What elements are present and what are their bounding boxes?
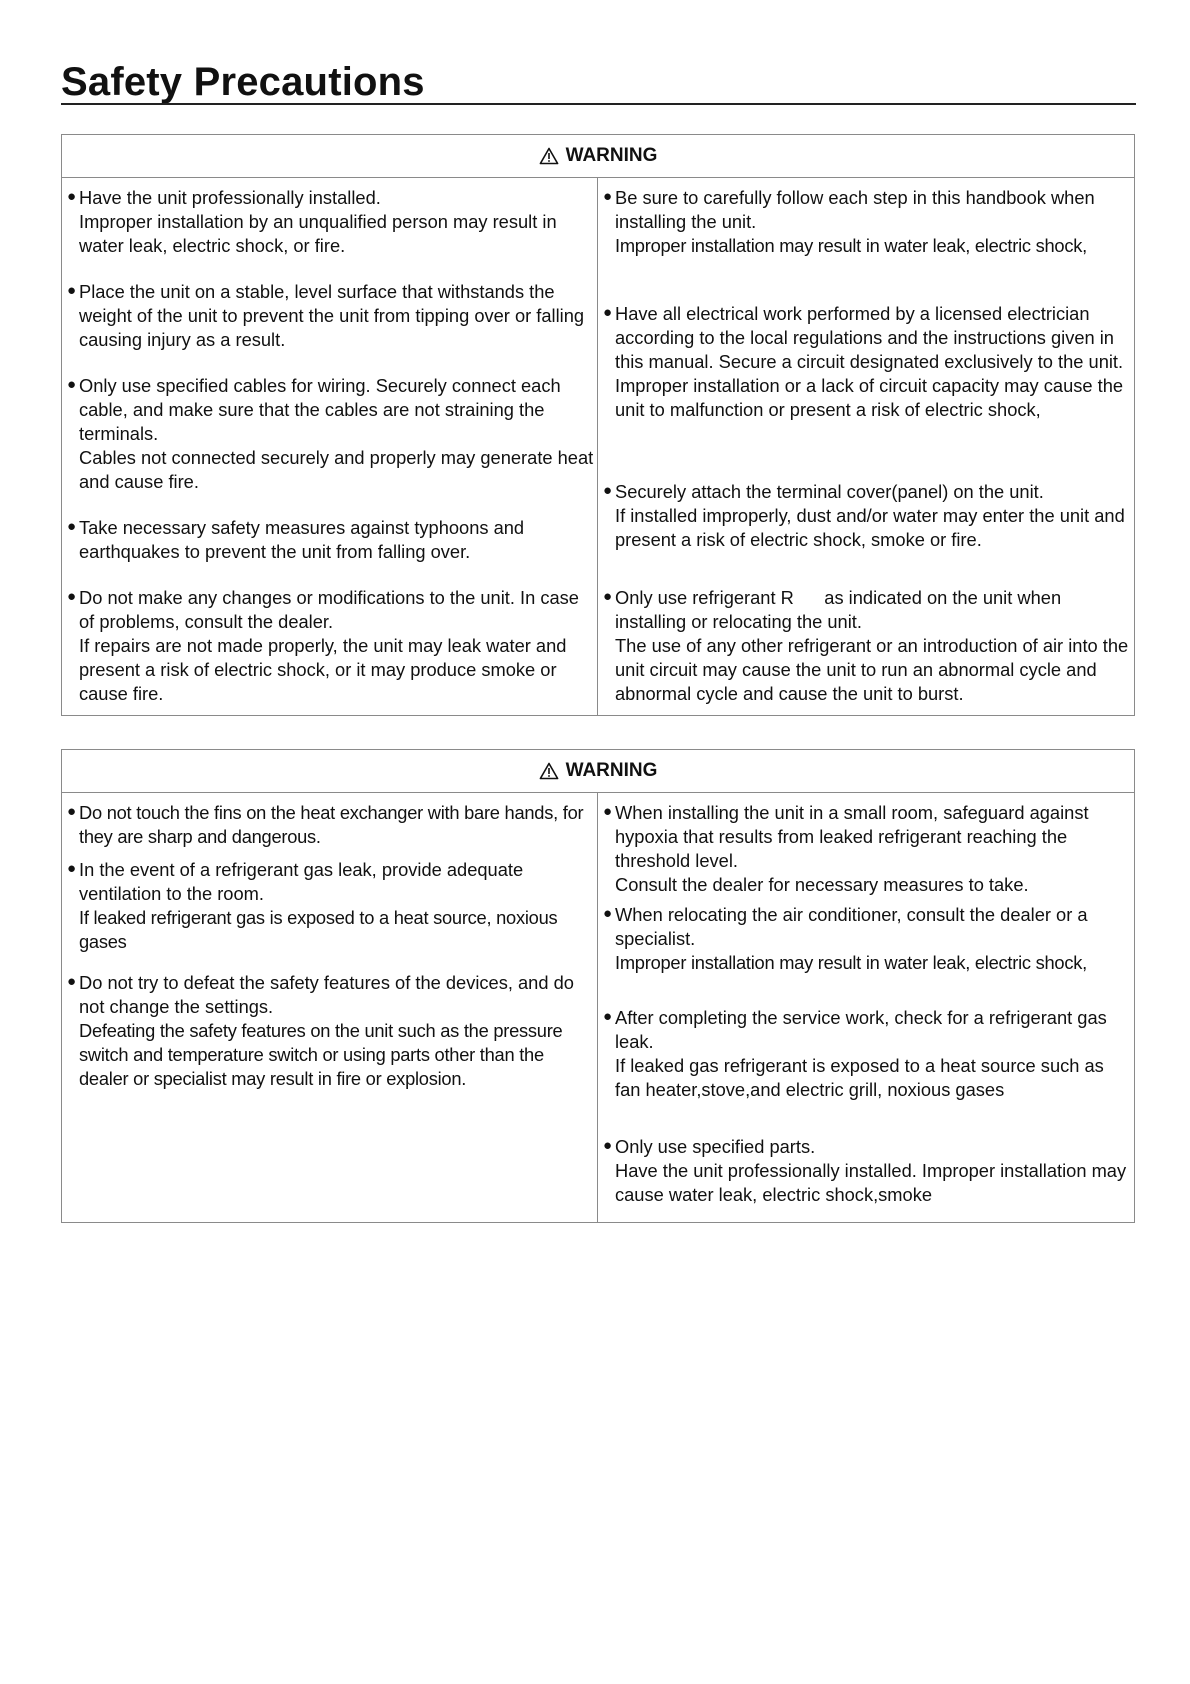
bullet-icon: ● — [67, 860, 77, 877]
bullet-icon: ● — [67, 282, 77, 299]
list-item — [62, 516, 597, 564]
bullet-icon: ● — [67, 518, 77, 535]
item-text: Have the unit professionally installed. Improper installation may cause water leak, electric shock,smoke — [615, 1160, 1127, 1205]
item-text: If installed improperly, dust and/or water may enter the unit and present a risk of electric shock, smoke or fire. — [615, 505, 1125, 550]
list-item — [62, 858, 597, 954]
warning-column-right — [598, 793, 1134, 1222]
warning-triangle-icon — [539, 762, 559, 780]
list-item — [598, 801, 1134, 897]
list-item — [598, 302, 1134, 422]
bullet-icon: ● — [67, 188, 77, 205]
item-text: Place the unit on a stable, level surface that withstands the weight of the unit to prevent the unit from tipping over or falling causing injury as a result. — [79, 281, 585, 350]
warning-header-label: WARNING — [565, 145, 658, 166]
item-text: Have the unit professionally installed. — [79, 187, 381, 208]
bullet-icon: ● — [67, 973, 77, 990]
list-item — [598, 1006, 1134, 1102]
item-text: Be sure to carefully follow each step in this handbook when installing the unit. — [615, 187, 1095, 232]
list-item — [598, 480, 1134, 552]
item-text: If repairs are not made properly, the unit may leak water and present a risk of electric shock, or it may produce smoke or cause fire. — [79, 635, 567, 704]
item-text: After completing the service work, check for a refrigerant gas leak. — [615, 1007, 1107, 1052]
bullet-icon: ● — [67, 376, 77, 393]
warning-header — [62, 135, 1134, 178]
bullet-icon: ● — [603, 482, 613, 499]
bullet-icon: ● — [603, 905, 613, 922]
list-item — [62, 280, 597, 352]
list-item — [598, 186, 1134, 258]
item-text: Cables not connected securely and properly may generate heat and cause fire. — [79, 447, 594, 492]
item-text: Defeating the safety features on the unit such as the pressure switch and temperature switch or using parts other than the dealer or specialist may result in fire or explosion. — [79, 1020, 563, 1089]
item-text: If leaked refrigerant gas is exposed to a heat source, noxious gases — [79, 907, 558, 952]
list-item — [62, 801, 597, 849]
list-item — [62, 374, 597, 494]
item-text: Improper installation may result in water leak, electric shock, — [615, 235, 1087, 256]
warning-box-1 — [61, 134, 1135, 716]
page-title: Safety Precautions — [61, 60, 425, 104]
title-rule — [61, 103, 1136, 105]
item-text: Only use refrigerant R as indicated on the unit when installing or relocating the unit. — [615, 587, 1067, 632]
list-item — [62, 186, 597, 258]
warning-box-2 — [61, 749, 1135, 1223]
bullet-icon: ● — [603, 188, 613, 205]
bullet-icon: ● — [67, 803, 77, 820]
item-text: Improper installation or a lack of circuit capacity may cause the unit to malfunction or present a risk of electric shock, — [615, 375, 1124, 420]
warning-column-left — [62, 793, 598, 1222]
item-text: Have all electrical work performed by a licensed electrician according to the local regulations and the instructions given in this manual. Secure a circuit designated exclusively to the unit. — [615, 303, 1124, 372]
item-text: Take necessary safety measures against typhoons and earthquakes to prevent the unit from falling over. — [79, 517, 525, 562]
item-text: Only use specified parts. — [615, 1136, 816, 1157]
bullet-icon: ● — [603, 304, 613, 321]
warning-header-label: WARNING — [565, 760, 658, 781]
list-item — [598, 1135, 1134, 1207]
item-text: Improper installation may result in water leak, electric shock, — [615, 952, 1087, 973]
item-text: When installing the unit in a small room, safeguard against hypoxia that results from leaked refrigerant reaching the threshold level. — [615, 802, 1089, 871]
bullet-icon: ● — [603, 803, 613, 820]
item-text: Do not touch the fins on the heat exchanger with bare hands, for they are sharp and dangerous. — [79, 802, 584, 847]
warning-column-left — [62, 178, 598, 715]
item-text: Do not make any changes or modifications to the unit. In case of problems, consult the dealer. — [79, 587, 579, 632]
item-text: Do not try to defeat the safety features of the devices, and do not change the settings. — [79, 972, 574, 1017]
warning-column-right — [598, 178, 1134, 715]
bullet-icon: ● — [67, 588, 77, 605]
item-text: The use of any other refrigerant or an introduction of air into the unit circuit may cause the unit to run an abnormal cycle and abnormal cycle and cause the unit to burst. — [615, 635, 1129, 704]
warning-header — [62, 750, 1134, 793]
warning-triangle-icon — [539, 147, 559, 165]
bullet-icon: ● — [603, 1008, 613, 1025]
item-text: Improper installation by an unqualified person may result in water leak, electric shock, or fire. — [79, 211, 557, 256]
list-item — [62, 971, 597, 1091]
item-text: Securely attach the terminal cover(panel) on the unit. — [615, 481, 1044, 502]
list-item — [598, 903, 1134, 975]
item-text: If leaked gas refrigerant is exposed to a heat source such as fan heater,stove,and electric grill, noxious gases — [615, 1055, 1104, 1100]
bullet-icon: ● — [603, 588, 613, 605]
item-text: When relocating the air conditioner, consult the dealer or a specialist. — [615, 904, 1088, 949]
item-text: Consult the dealer for necessary measures to take. — [615, 874, 1029, 895]
item-text: In the event of a refrigerant gas leak, provide adequate ventilation to the room. — [79, 859, 524, 904]
item-text: Only use specified cables for wiring. Securely connect each cable, and make sure that the cables are not straining the terminals. — [79, 375, 561, 444]
list-item — [62, 586, 597, 706]
bullet-icon: ● — [603, 1137, 613, 1154]
list-item — [598, 586, 1134, 706]
